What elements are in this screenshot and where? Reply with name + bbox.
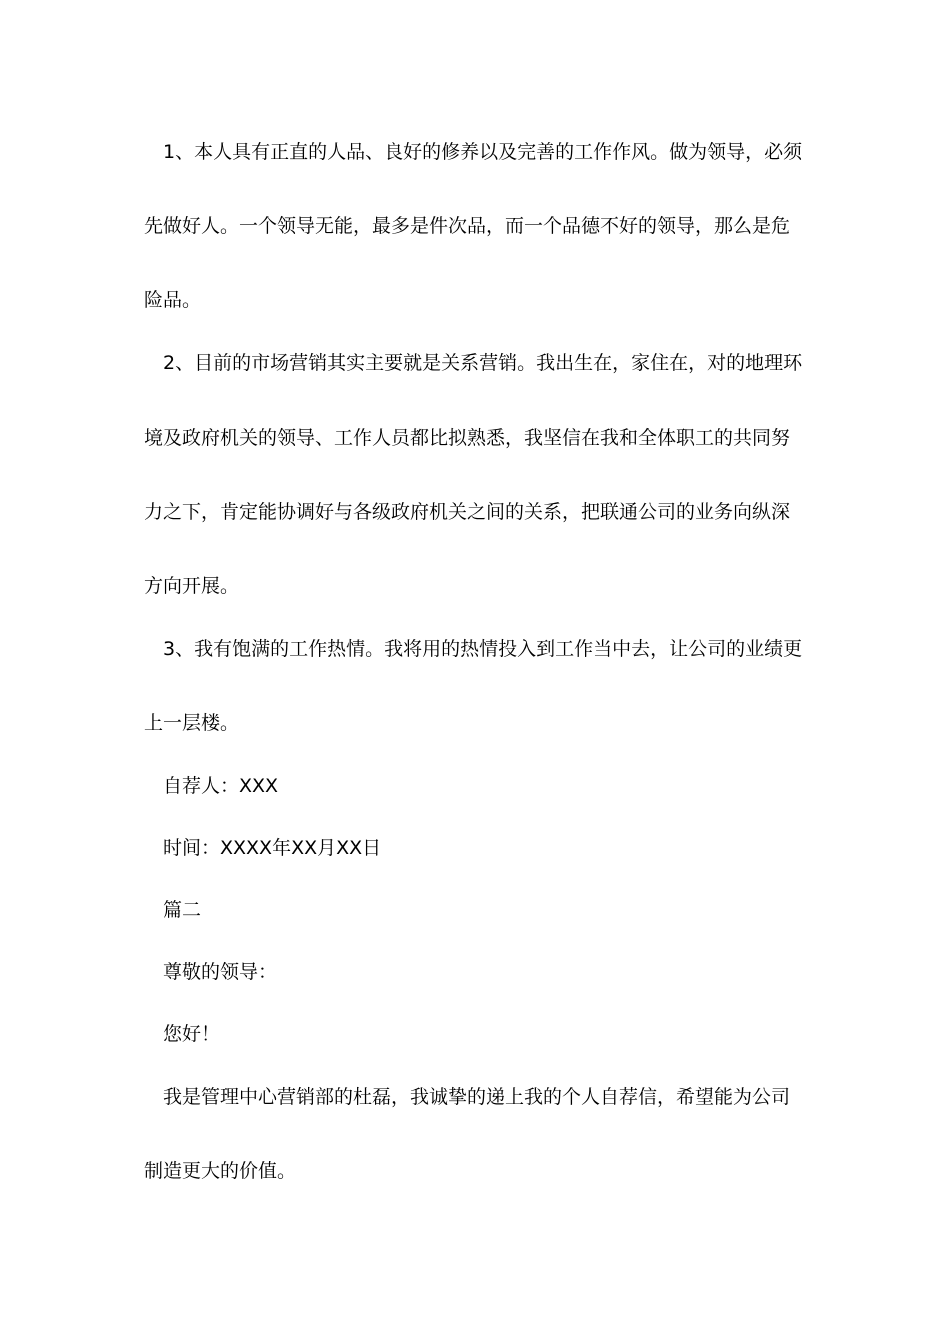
greeting: 您好！	[163, 1023, 221, 1045]
paragraph-1-line-1: 1、本人具有正直的人品、良好的修养以及完善的工作作风。做为领导，必须	[163, 141, 803, 163]
paragraph-2-line-4: 方向开展。	[144, 575, 240, 597]
paragraph-3-line-1: 3、我有饱满的工作热情。我将用的热情投入到工作当中去，让公司的业绩更	[163, 638, 803, 660]
paragraph-3-line-2: 上一层楼。	[144, 712, 240, 734]
paragraph-2-line-3: 力之下，肯定能协调好与各级政府机关之间的关系，把联通公司的业务向纵深	[144, 501, 791, 523]
salutation: 尊敬的领导：	[163, 961, 278, 983]
section-heading: 篇二	[163, 899, 202, 921]
paragraph-4-line-2: 制造更大的价值。	[144, 1160, 297, 1182]
date-line: 时间：XXXX年XX月XX日	[163, 837, 382, 859]
recommender-line: 自荐人：XXX	[163, 775, 279, 797]
paragraph-1-line-3: 险品。	[144, 289, 202, 311]
paragraph-2-line-2: 境及政府机关的领导、工作人员都比拟熟悉，我坚信在我和全体职工的共同努	[144, 427, 791, 449]
paragraph-1-line-2: 先做好人。一个领导无能，最多是件次品，而一个品德不好的领导，那么是危	[144, 215, 791, 237]
paragraph-2-line-1: 2、目前的市场营销其实主要就是关系营销。我出生在，家住在，对的地理环	[163, 352, 803, 374]
paragraph-4-line-1: 我是管理中心营销部的杜磊，我诚挚的递上我的个人自荐信，希望能为公司	[163, 1086, 791, 1108]
